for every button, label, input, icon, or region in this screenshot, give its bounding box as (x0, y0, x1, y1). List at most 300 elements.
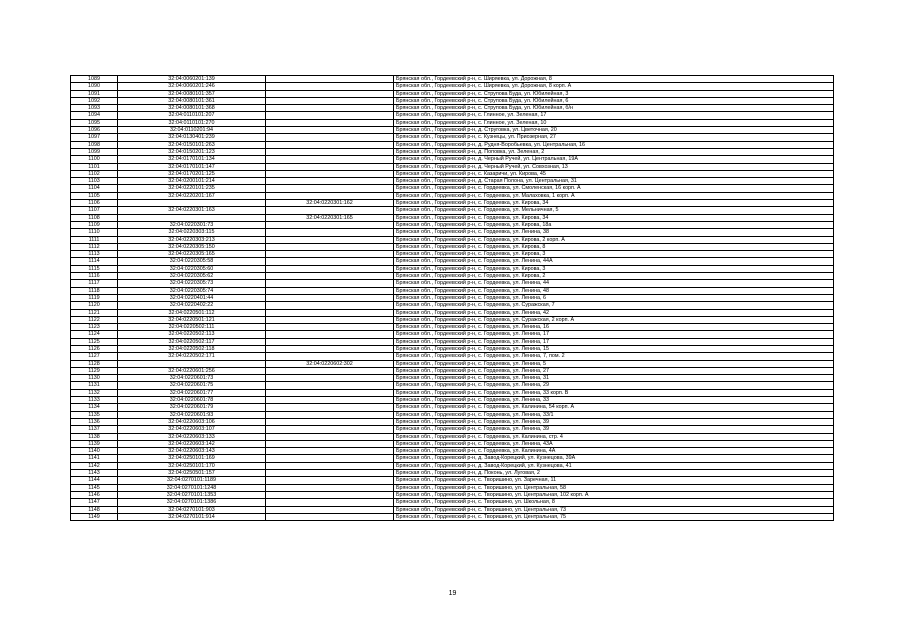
table-row (71, 455, 834, 462)
alt-cadastral-number-cell (266, 287, 394, 294)
cadastral-number-cell: 32:04:0220601:79 (118, 404, 266, 411)
table-row (71, 163, 834, 170)
table-row (71, 148, 834, 155)
table-row (71, 251, 834, 258)
row-number-cell: 1139 (71, 440, 118, 447)
table-row (71, 90, 834, 97)
row-number-cell: 1092 (71, 97, 118, 104)
table-row (71, 258, 834, 265)
address-cell: Брянская обл., Гордеевский р-н, с. Гордеевка, ул. Ленина, 6 (394, 294, 834, 301)
alt-cadastral-number-cell (266, 221, 394, 228)
row-number-cell: 1105 (71, 192, 118, 199)
cadastral-number-cell: 32:04:0270101:1386 (118, 499, 266, 506)
row-number-cell: 1123 (71, 324, 118, 331)
table-row (71, 83, 834, 90)
table-row (71, 156, 834, 163)
row-number-cell: 1090 (71, 83, 118, 90)
table-row (71, 375, 834, 382)
address-cell: Брянская обл., Гордеевский р-н, с. Творишино, ул. Центральная, 58 (394, 484, 834, 491)
table-row (71, 119, 834, 126)
alt-cadastral-number-cell (266, 207, 394, 214)
row-number-cell: 1133 (71, 397, 118, 404)
row-number-cell: 1111 (71, 236, 118, 243)
table-row (71, 185, 834, 192)
alt-cadastral-number-cell (266, 455, 394, 462)
alt-cadastral-number-cell (266, 324, 394, 331)
address-cell: Брянская обл., Гордеевский р-н, д. Старая Полона, ул. Центральная, 31 (394, 178, 834, 185)
address-cell: Брянская обл., Гордеевский р-н, с. Гордеевка, ул. Ленина, 39 (394, 426, 834, 433)
address-cell: Брянская обл., Гордеевский р-н, с. Гордеевка, ул. Ленина, 15 (394, 345, 834, 352)
cadastral-number-cell: 32:04:0220305:74 (118, 287, 266, 294)
address-cell: Брянская обл., Гордеевский р-н, с. Гордеевка, ул. Кирова, 3 (394, 251, 834, 258)
table-row (71, 287, 834, 294)
address-cell: Брянская обл., Гордеевский р-н, с. Ширяевка, ул. Дорожная, 8 (394, 76, 834, 83)
address-cell: Брянская обл., Гордеевский р-н, с. Гордеевка, ул. Ленина, 48 (394, 287, 834, 294)
cadastral-number-cell: 32:04:0250101:169 (118, 455, 266, 462)
cadastral-number-cell: 32:04:0220601:73 (118, 375, 266, 382)
cadastral-number-cell: 32:04:0220601:93 (118, 411, 266, 418)
alt-cadastral-number-cell (266, 185, 394, 192)
cadastral-number-cell: 32:04:0220502:111 (118, 324, 266, 331)
row-number-cell: 1113 (71, 251, 118, 258)
table-row (71, 360, 834, 367)
address-cell: Брянская обл., Гордеевский р-н, с. Гордеевка, ул. Ленина, 17 (394, 331, 834, 338)
address-cell: Брянская обл., Гордеевский р-н, с. Гордеевка, ул. Ленина, 33 корп. В (394, 389, 834, 396)
alt-cadastral-number-cell (266, 265, 394, 272)
alt-cadastral-number-cell (266, 353, 394, 360)
cadastral-number-cell: 32:04:0150101:263 (118, 141, 266, 148)
address-cell: Брянская обл., Гордеевский р-н, с. Творишино, ул. Центральная, 75 (394, 513, 834, 520)
row-number-cell: 1102 (71, 170, 118, 177)
alt-cadastral-number-cell (266, 506, 394, 513)
row-number-cell: 1095 (71, 119, 118, 126)
cadastral-number-cell: 32:04:0270101:914 (118, 513, 266, 520)
alt-cadastral-number-cell (266, 112, 394, 119)
address-cell: Брянская обл., Гордеевский р-н, д. Черный Ручей, ул. Совхозная, 13 (394, 163, 834, 170)
alt-cadastral-number-cell (266, 462, 394, 469)
address-cell: Брянская обл., Гордеевский р-н, с. Гордеевка, ул. Калинина, 54 корп. А (394, 404, 834, 411)
address-cell: Брянская обл., Гордеевский р-н, с. Глинное, ул. Зеленая, 10 (394, 119, 834, 126)
table-row (71, 316, 834, 323)
cadastral-number-cell: 32:04:0220603:133 (118, 433, 266, 440)
address-cell: Брянская обл., Гордеевский р-н, с. Гордеевка, ул. Кирова, 2 корп. А (394, 236, 834, 243)
row-number-cell: 1128 (71, 360, 118, 367)
row-number-cell: 1110 (71, 229, 118, 236)
cadastral-number-cell: 32:04:0220305:62 (118, 273, 266, 280)
row-number-cell: 1091 (71, 90, 118, 97)
row-number-cell: 1093 (71, 105, 118, 112)
alt-cadastral-number-cell (266, 178, 394, 185)
address-cell: Брянская обл., Гордеевский р-н, д. Черный Ручей, ул. Центральная, 19А (394, 156, 834, 163)
table-row (71, 207, 834, 214)
cadastral-number-cell: 32:04:0220502:117 (118, 338, 266, 345)
address-cell: Брянская обл., Гордеевский р-н, с. Глинное, ул. Зеленая, 17 (394, 112, 834, 119)
row-number-cell: 1140 (71, 448, 118, 455)
table-row (71, 76, 834, 83)
row-number-cell: 1117 (71, 280, 118, 287)
alt-cadastral-number-cell (266, 156, 394, 163)
alt-cadastral-number-cell (266, 345, 394, 352)
row-number-cell: 1141 (71, 455, 118, 462)
alt-cadastral-number-cell (266, 491, 394, 498)
cadastral-number-cell: 32:04:0220305:60 (118, 265, 266, 272)
table-row (71, 353, 834, 360)
cadastral-number-cell: 32:04:0220303:213 (118, 236, 266, 243)
row-number-cell: 1099 (71, 148, 118, 155)
row-number-cell: 1109 (71, 221, 118, 228)
alt-cadastral-number-cell (266, 338, 394, 345)
cadastral-number-cell: 32:04:0220401:44 (118, 294, 266, 301)
cadastral-number-cell: 32:04:0220101:235 (118, 185, 266, 192)
table-row (71, 506, 834, 513)
row-number-cell: 1147 (71, 499, 118, 506)
table-row (71, 345, 834, 352)
alt-cadastral-number-cell (266, 470, 394, 477)
cadastral-number-cell: 32:04:0220305:58 (118, 258, 266, 265)
address-cell: Брянская обл., Гордеевский р-н, с. Струпова Буда, ул. Юбилейная, 3 (394, 90, 834, 97)
cadastral-number-cell: 32:04:0270101:903 (118, 506, 266, 513)
row-number-cell: 1134 (71, 404, 118, 411)
cadastral-number-cell: 32:04:0220601:78 (118, 397, 266, 404)
alt-cadastral-number-cell (266, 273, 394, 280)
cadastral-number-cell: 32:04:0170101:147 (118, 163, 266, 170)
row-number-cell: 1115 (71, 265, 118, 272)
cadastral-number-cell: 32:04:0150201:123 (118, 148, 266, 155)
cadastral-number-cell: 32:04:0270101:1353 (118, 491, 266, 498)
alt-cadastral-number-cell (266, 411, 394, 418)
table-row (71, 97, 834, 104)
cadastral-number-cell: 32:04:0130401:239 (118, 134, 266, 141)
alt-cadastral-number-cell (266, 448, 394, 455)
table-row (71, 338, 834, 345)
alt-cadastral-number-cell (266, 426, 394, 433)
table-row (71, 382, 834, 389)
table-row (71, 112, 834, 119)
address-cell: Брянская обл., Гордеевский р-н, с. Струпова Буда, ул. Юбилейная, 6 (394, 97, 834, 104)
alt-cadastral-number-cell (266, 433, 394, 440)
address-cell: Брянская обл., Гордеевский р-н, с. Гордеевка, ул. Мельничная, 5 (394, 207, 834, 214)
table-row (71, 309, 834, 316)
row-number-cell: 1130 (71, 375, 118, 382)
row-number-cell: 1145 (71, 484, 118, 491)
cadastral-number-cell: 32:04:0220305:150 (118, 243, 266, 250)
row-number-cell: 1122 (71, 316, 118, 323)
cadastral-number-cell (118, 214, 266, 221)
table-row (71, 236, 834, 243)
address-cell: Брянская обл., Гордеевский р-н, с. Гордеевка, ул. Калинина, стр. 4 (394, 433, 834, 440)
alt-cadastral-number-cell (266, 389, 394, 396)
table-row (71, 462, 834, 469)
cadastral-number-cell: 32:04:0220603:143 (118, 448, 266, 455)
table-row (71, 411, 834, 418)
row-number-cell: 1125 (71, 338, 118, 345)
row-number-cell: 1103 (71, 178, 118, 185)
alt-cadastral-number-cell (266, 440, 394, 447)
table-row (71, 433, 834, 440)
row-number-cell: 1119 (71, 294, 118, 301)
cadastral-number-cell: 32:04:0080101:368 (118, 105, 266, 112)
address-cell: Брянская обл., Гордеевский р-н, с. Гордеевка, ул. Ленина, 27 (394, 367, 834, 374)
row-number-cell: 1104 (71, 185, 118, 192)
cadastral-number-cell: 32:04:0220603:106 (118, 418, 266, 425)
table-row (71, 273, 834, 280)
cadastral-number-cell: 32:04:0220502:171 (118, 353, 266, 360)
alt-cadastral-number-cell (266, 382, 394, 389)
alt-cadastral-number-cell (266, 243, 394, 250)
cadastral-number-cell: 32:04:0080101:357 (118, 90, 266, 97)
row-number-cell: 1148 (71, 506, 118, 513)
cadastral-number-cell: 32:04:0110101:270 (118, 119, 266, 126)
cadastral-number-cell: 32:04:0220502:118 (118, 345, 266, 352)
address-cell: Брянская обл., Гордеевский р-н, д. Завод-Корецкий, ул. Кузнецова, 41 (394, 462, 834, 469)
table-row (71, 141, 834, 148)
row-number-cell: 1144 (71, 477, 118, 484)
alt-cadastral-number-cell (266, 83, 394, 90)
row-number-cell: 1138 (71, 433, 118, 440)
address-cell: Брянская обл., Гордеевский р-н, с. Гордеевка, ул. Ленина, 42 (394, 309, 834, 316)
cadastral-number-cell: 32:04:0220305:73 (118, 280, 266, 287)
row-number-cell: 1124 (71, 331, 118, 338)
row-number-cell: 1137 (71, 426, 118, 433)
row-number-cell: 1120 (71, 302, 118, 309)
cadastral-number-cell: 32:04:0060201:246 (118, 83, 266, 90)
alt-cadastral-number-cell (266, 141, 394, 148)
address-cell: Брянская обл., Гордеевский р-н, с. Гордеевка, ул. Ленина, 44А (394, 258, 834, 265)
cadastral-number-cell (118, 360, 266, 367)
table-row (71, 214, 834, 221)
row-number-cell: 1129 (71, 367, 118, 374)
address-cell: Брянская обл., Гордеевский р-н, с. Струпова Буда, ул. Юбилейная, б/н (394, 105, 834, 112)
alt-cadastral-number-cell (266, 163, 394, 170)
alt-cadastral-number-cell (266, 302, 394, 309)
row-number-cell: 1097 (71, 134, 118, 141)
cadastral-number-cell: 32:04:0250101:170 (118, 462, 266, 469)
cadastral-number-cell: 32:04:0250501:157 (118, 470, 266, 477)
row-number-cell: 1149 (71, 513, 118, 520)
cadastral-number-cell: 32:04:0110101:207 (118, 112, 266, 119)
alt-cadastral-number-cell (266, 280, 394, 287)
cadastral-number-cell: 32:04:0220301:163 (118, 207, 266, 214)
cadastral-number-cell: 32:04:0080101:361 (118, 97, 266, 104)
row-number-cell: 1132 (71, 389, 118, 396)
address-cell: Брянская обл., Гордеевский р-н, с. Гордеевка, ул. Суражская, 7 (394, 302, 834, 309)
row-number-cell: 1098 (71, 141, 118, 148)
address-cell: Брянская обл., Гордеевский р-н, с. Гордеевка, ул. Ленина, 29 (394, 382, 834, 389)
cadastral-number-cell: 32:04:0220305:165 (118, 251, 266, 258)
table-row (71, 105, 834, 112)
alt-cadastral-number-cell (266, 316, 394, 323)
address-cell: Брянская обл., Гордеевский р-н, д. Рудня-Воробьевка, ул. Центральная, 16 (394, 141, 834, 148)
cadastral-number-cell: 32:04:0170101:134 (118, 156, 266, 163)
address-cell: Брянская обл., Гордеевский р-н, с. Гордеевка, ул. Смоленская, 16 корп. А (394, 185, 834, 192)
address-cell: Брянская обл., Гордеевский р-н, с. Гордеевка, ул. Кирова, 34 (394, 200, 834, 207)
alt-cadastral-number-cell (266, 236, 394, 243)
address-cell: Брянская обл., Гордеевский р-н, с. Гордеевка, ул. Кирова, 2 (394, 273, 834, 280)
table-row (71, 499, 834, 506)
table-row (71, 484, 834, 491)
cadastral-number-cell: 32:04:0220601:77 (118, 389, 266, 396)
table-row (71, 294, 834, 301)
page-number: 19 (448, 590, 457, 597)
address-cell: Брянская обл., Гордеевский р-н, с. Гордеевка, ул. Калинина, 4А (394, 448, 834, 455)
cadastral-number-cell: 32:04:0270101:1189 (118, 477, 266, 484)
alt-cadastral-number-cell (266, 309, 394, 316)
address-cell: Брянская обл., Гордеевский р-н, д. Струговка, ул. Цветочная, 20 (394, 127, 834, 134)
row-number-cell: 1107 (71, 207, 118, 214)
address-cell: Брянская обл., Гордеевский р-н, с. Гордеевка, ул. Ленина, 39 (394, 418, 834, 425)
row-number-cell: 1096 (71, 127, 118, 134)
table-row (71, 426, 834, 433)
address-cell: Брянская обл., Гордеевский р-н, с. Гордеевка, ул. Кирова, 34 (394, 214, 834, 221)
registry-table (70, 75, 834, 521)
alt-cadastral-number-cell (266, 294, 394, 301)
alt-cadastral-number-cell (266, 513, 394, 520)
table-row (71, 418, 834, 425)
table-row (71, 280, 834, 287)
cadastral-number-cell: 32:04:0220501:121 (118, 316, 266, 323)
cadastral-number-cell: 32:04:0220301:73 (118, 221, 266, 228)
address-cell: Брянская обл., Гордеевский р-н, с. Гордеевка, ул. Кирова, 8 (394, 243, 834, 250)
table-row (71, 491, 834, 498)
alt-cadastral-number-cell (266, 134, 394, 141)
alt-cadastral-number-cell (266, 97, 394, 104)
row-number-cell: 1118 (71, 287, 118, 294)
address-cell: Брянская обл., Гордеевский р-н, с. Кузнецы, ул. Приозерная, 27 (394, 134, 834, 141)
row-number-cell: 1127 (71, 353, 118, 360)
alt-cadastral-number-cell: 32:04:0220602:302 (266, 360, 394, 367)
cadastral-number-cell: 32:04:0270101:1248 (118, 484, 266, 491)
cadastral-number-cell: 32:04:0220601:256 (118, 367, 266, 374)
table-row (71, 389, 834, 396)
address-cell: Брянская обл., Гордеевский р-н, с. Гордеевка, ул. Ленина, 7, пом. 2 (394, 353, 834, 360)
table-row (71, 440, 834, 447)
cadastral-number-cell: 32:04:0220501:112 (118, 309, 266, 316)
address-cell: Брянская обл., Гордеевский р-н, с. Гордеевка, ул. Ленина, 33/1 (394, 411, 834, 418)
alt-cadastral-number-cell (266, 76, 394, 83)
alt-cadastral-number-cell (266, 170, 394, 177)
address-cell: Брянская обл., Гордеевский р-н, с. Гордеевка, ул. Ленина, 17 (394, 338, 834, 345)
address-cell: Брянская обл., Гордеевский р-н, с. Гордеевка, ул. Ленина, 16 (394, 324, 834, 331)
alt-cadastral-number-cell (266, 499, 394, 506)
address-cell: Брянская обл., Гордеевский р-н, с. Гордеевка, ул. Ленина, 5 (394, 360, 834, 367)
address-cell: Брянская обл., Гордеевский р-н, д. Завод-Корецкий, ул. Кузнецова, 39А (394, 455, 834, 462)
cadastral-number-cell: 32:04:0220603:142 (118, 440, 266, 447)
alt-cadastral-number-cell (266, 367, 394, 374)
table-row (71, 302, 834, 309)
row-number-cell: 1146 (71, 491, 118, 498)
cadastral-number-cell: 32:04:0170201:125 (118, 170, 266, 177)
cadastral-number-cell: 32:04:0110201:94 (118, 127, 266, 134)
alt-cadastral-number-cell (266, 192, 394, 199)
alt-cadastral-number-cell (266, 397, 394, 404)
table-row (71, 192, 834, 199)
address-cell: Брянская обл., Гордеевский р-н, с. Творишино, ул. Школьная, 8 (394, 499, 834, 506)
cadastral-number-cell: 32:04:0220201:167 (118, 192, 266, 199)
row-number-cell: 1101 (71, 163, 118, 170)
row-number-cell: 1135 (71, 411, 118, 418)
table-row (71, 229, 834, 236)
alt-cadastral-number-cell: 32:04:0220301:162 (266, 200, 394, 207)
cadastral-number-cell: 32:04:0220603:107 (118, 426, 266, 433)
cadastral-number-cell: 32:04:0220502:113 (118, 331, 266, 338)
cadastral-number-cell: 32:04:0220402:22 (118, 302, 266, 309)
row-number-cell: 1121 (71, 309, 118, 316)
alt-cadastral-number-cell: 32:04:0220301:165 (266, 214, 394, 221)
alt-cadastral-number-cell (266, 119, 394, 126)
table-row (71, 265, 834, 272)
address-cell: Брянская обл., Гордеевский р-н, с. Ширяевка, ул. Дорожная, 8 корп. А (394, 83, 834, 90)
row-number-cell: 1131 (71, 382, 118, 389)
cadastral-number-cell: 32:04:0220601:75 (118, 382, 266, 389)
address-cell: Брянская обл., Гордеевский р-н, с. Творишино, ул. Заречная, 11 (394, 477, 834, 484)
address-cell: Брянская обл., Гордеевский р-н, с. Гордеевка, ул. Суражская, 2 корп. А (394, 316, 834, 323)
address-cell: Брянская обл., Гордеевский р-н, с. Гордеевка, ул. Ленина, 44 (394, 280, 834, 287)
alt-cadastral-number-cell (266, 484, 394, 491)
alt-cadastral-number-cell (266, 477, 394, 484)
row-number-cell: 1114 (71, 258, 118, 265)
table-row (71, 170, 834, 177)
alt-cadastral-number-cell (266, 404, 394, 411)
row-number-cell: 1106 (71, 200, 118, 207)
cadastral-number-cell (118, 200, 266, 207)
table-row (71, 200, 834, 207)
cadastral-number-cell: 32:04:0060201:139 (118, 76, 266, 83)
row-number-cell: 1089 (71, 76, 118, 83)
alt-cadastral-number-cell (266, 251, 394, 258)
alt-cadastral-number-cell (266, 148, 394, 155)
address-cell: Брянская обл., Гордеевский р-н, с. Творишино, ул. Центральная, 102 корп. А (394, 491, 834, 498)
address-cell: Брянская обл., Гордеевский р-н, с. Казаричи, ул. Кирова, 45 (394, 170, 834, 177)
address-cell: Брянская обл., Гордеевский р-н, с. Гордеевка, ул. Ленина, 38 (394, 229, 834, 236)
table-row (71, 448, 834, 455)
table-row (71, 243, 834, 250)
alt-cadastral-number-cell (266, 127, 394, 134)
row-number-cell: 1108 (71, 214, 118, 221)
table-row (71, 134, 834, 141)
cadastral-number-cell: 32:04:0220303:115 (118, 229, 266, 236)
table-row (71, 331, 834, 338)
table-row (71, 513, 834, 520)
row-number-cell: 1100 (71, 156, 118, 163)
address-cell: Брянская обл., Гордеевский р-н, с. Гордеевка, ул. Ленина, 31 (394, 375, 834, 382)
row-number-cell: 1142 (71, 462, 118, 469)
row-number-cell: 1116 (71, 273, 118, 280)
alt-cadastral-number-cell (266, 258, 394, 265)
row-number-cell: 1136 (71, 418, 118, 425)
alt-cadastral-number-cell (266, 375, 394, 382)
alt-cadastral-number-cell (266, 105, 394, 112)
address-cell: Брянская обл., Гордеевский р-н, д. Поконь, ул. Луговая, 2 (394, 470, 834, 477)
table-row (71, 404, 834, 411)
alt-cadastral-number-cell (266, 229, 394, 236)
table-row (71, 221, 834, 228)
address-cell: Брянская обл., Гордеевский р-н, д. Поповка, ул. Зеленая, 2 (394, 148, 834, 155)
alt-cadastral-number-cell (266, 90, 394, 97)
address-cell: Брянская обл., Гордеевский р-н, с. Гордеевка, ул. Малаховка, 1 корп. А (394, 192, 834, 199)
row-number-cell: 1143 (71, 470, 118, 477)
table-row (71, 477, 834, 484)
address-cell: Брянская обл., Гордеевский р-н, с. Творишино, ул. Центральная, 73 (394, 506, 834, 513)
row-number-cell: 1094 (71, 112, 118, 119)
row-number-cell: 1112 (71, 243, 118, 250)
cadastral-number-cell: 32:04:0200101:214 (118, 178, 266, 185)
table-row (71, 324, 834, 331)
address-cell: Брянская обл., Гордеевский р-н, с. Гордеевка, ул. Кирова, 3 (394, 265, 834, 272)
address-cell: Брянская обл., Гордеевский р-н, с. Гордеевка, ул. Ленина, 33 (394, 397, 834, 404)
table-row (71, 367, 834, 374)
address-cell: Брянская обл., Гордеевский р-н, с. Гордеевка, ул. Кирова, 18а (394, 221, 834, 228)
alt-cadastral-number-cell (266, 331, 394, 338)
